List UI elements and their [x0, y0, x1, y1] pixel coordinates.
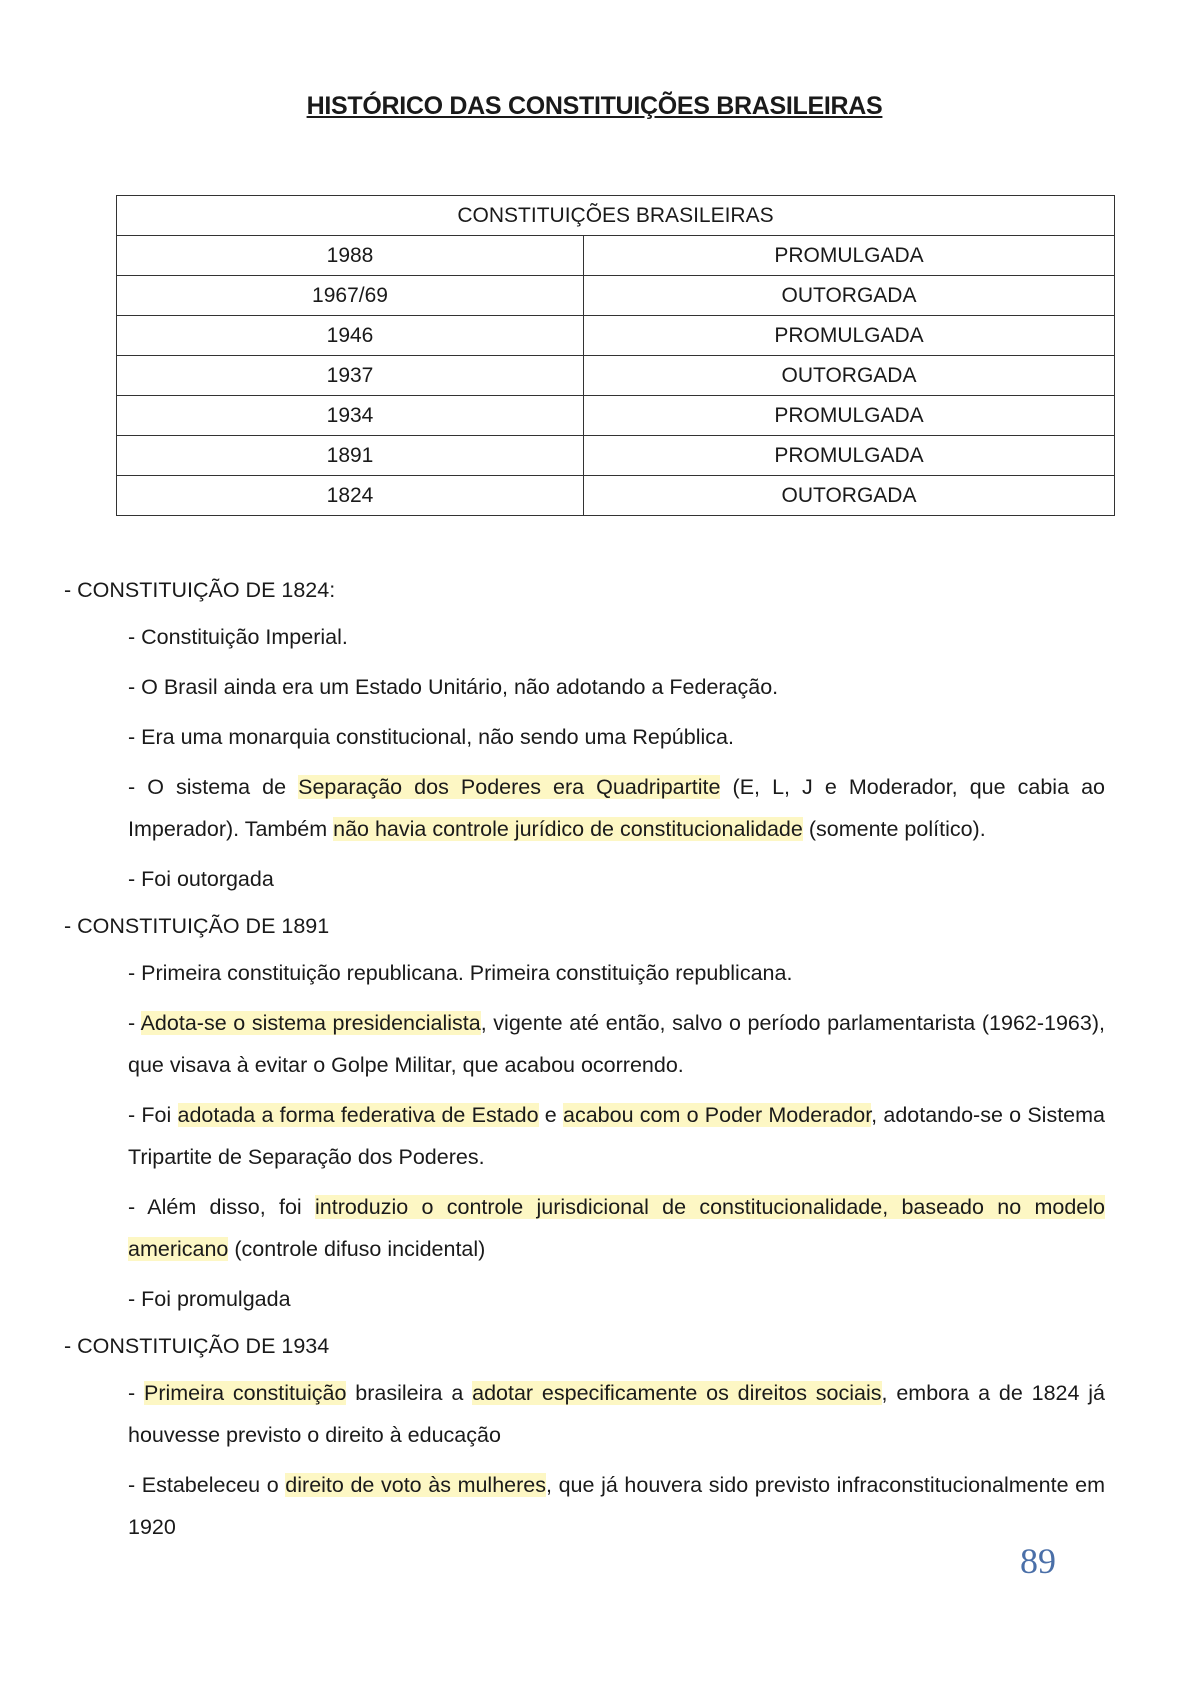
constitution-type: PROMULGADA — [584, 396, 1115, 436]
text: (controle difuso incidental) — [228, 1237, 486, 1261]
text: , adotando-se o Sistema Tripartite de Separação dos Poderes. — [128, 1103, 1105, 1169]
highlighted-text: acabou com o Poder Moderador — [562, 1103, 872, 1127]
constitution-type: OUTORGADA — [584, 476, 1115, 516]
text: , embora a de 1824 já houvesse previsto o direito à educação — [128, 1381, 1106, 1447]
section-item — [128, 1186, 1105, 1270]
text: (E, L, J e Moderador, que cabia ao Imperador). Também — [128, 775, 1106, 841]
text: brasileira a — [346, 1381, 473, 1405]
table-header: CONSTITUIÇÕES BRASILEIRAS — [117, 196, 1115, 236]
text: e — [538, 1103, 563, 1127]
text: - — [128, 1381, 144, 1405]
table-row — [117, 276, 1115, 316]
highlighted-text: adotar especificamente os direitos sociais — [472, 1381, 882, 1405]
section-item — [128, 716, 1105, 758]
text: - — [128, 1011, 141, 1035]
text: - Constituição Imperial. — [128, 625, 348, 649]
highlighted-text: adotada a forma federativa de Estado — [177, 1103, 539, 1127]
document-body — [64, 572, 1105, 1556]
constitution-year: 1934 — [117, 396, 584, 436]
constitution-year: 1937 — [117, 356, 584, 396]
text: - Estabeleceu o — [128, 1473, 286, 1497]
table-row — [117, 356, 1115, 396]
table-row — [117, 476, 1115, 516]
text: - Foi promulgada — [128, 1287, 291, 1311]
table-header-row — [117, 196, 1115, 236]
text: , que já houvera sido previsto infraconstitucionalmente em 1920 — [128, 1473, 1106, 1539]
text: - Foi outorgada — [128, 867, 274, 891]
highlighted-text: Adota-se o sistema presidencialista — [140, 1011, 481, 1035]
constitution-type: PROMULGADA — [584, 236, 1115, 276]
section-item — [128, 766, 1105, 850]
highlighted-text: direito de voto às mulheres — [285, 1473, 546, 1497]
table-row — [117, 316, 1115, 356]
constitution-year: 1946 — [117, 316, 584, 356]
constitution-year: 1988 — [117, 236, 584, 276]
section-item — [128, 666, 1105, 708]
text: - Além disso, foi — [128, 1195, 315, 1219]
table-row — [117, 436, 1115, 476]
text: - O sistema de — [128, 775, 299, 799]
page-title: HISTÓRICO DAS CONSTITUIÇÕES BRASILEIRAS — [306, 92, 883, 120]
section-heading: - CONSTITUIÇÃO DE 1824: — [64, 578, 336, 602]
section-item — [128, 1094, 1105, 1178]
section-item — [128, 1278, 1105, 1320]
constitution-year: 1891 — [117, 436, 584, 476]
constitution-type: OUTORGADA — [584, 356, 1115, 396]
constitution-type: PROMULGADA — [584, 316, 1115, 356]
section-heading: - CONSTITUIÇÃO DE 1891 — [64, 914, 330, 938]
text: , vigente até então, salvo o período parlamentarista (1962-1963), que visava à evitar o Golpe Militar, que acabou ocorrendo. — [128, 1011, 1105, 1077]
section-heading: - CONSTITUIÇÃO DE 1934 — [64, 1334, 330, 1358]
section-item — [128, 1002, 1105, 1086]
section-item — [128, 1464, 1105, 1548]
constitution-type: PROMULGADA — [584, 436, 1115, 476]
text: - Foi — [128, 1103, 178, 1127]
highlighted-text: não havia controle jurídico de constitucionalidade — [333, 817, 803, 841]
table-row — [117, 396, 1115, 436]
highlighted-text: Separação dos Poderes era Quadripartite — [298, 775, 721, 799]
page-number: 89 — [1020, 1541, 1056, 1581]
text: - O Brasil ainda era um Estado Unitário, não adotando a Federação. — [128, 675, 779, 699]
text: - Primeira constituição republicana. Primeira constituição republicana. — [128, 961, 793, 985]
section-item — [128, 858, 1105, 900]
section-item — [128, 1372, 1105, 1456]
constitution-type: OUTORGADA — [584, 276, 1115, 316]
section-item — [128, 616, 1105, 658]
text: (somente político). — [802, 817, 986, 841]
constitution-year: 1967/69 — [117, 276, 584, 316]
constitutions-table — [116, 195, 1115, 516]
highlighted-text: Primeira constituição — [144, 1381, 347, 1405]
table-row — [117, 236, 1115, 276]
constitution-year: 1824 — [117, 476, 584, 516]
section-item — [128, 952, 1105, 994]
highlighted-text: introduzio o controle jurisdicional de constitucionalidade, baseado no modelo americano — [128, 1195, 1105, 1261]
text: - Era uma monarquia constitucional, não sendo uma República. — [128, 725, 734, 749]
